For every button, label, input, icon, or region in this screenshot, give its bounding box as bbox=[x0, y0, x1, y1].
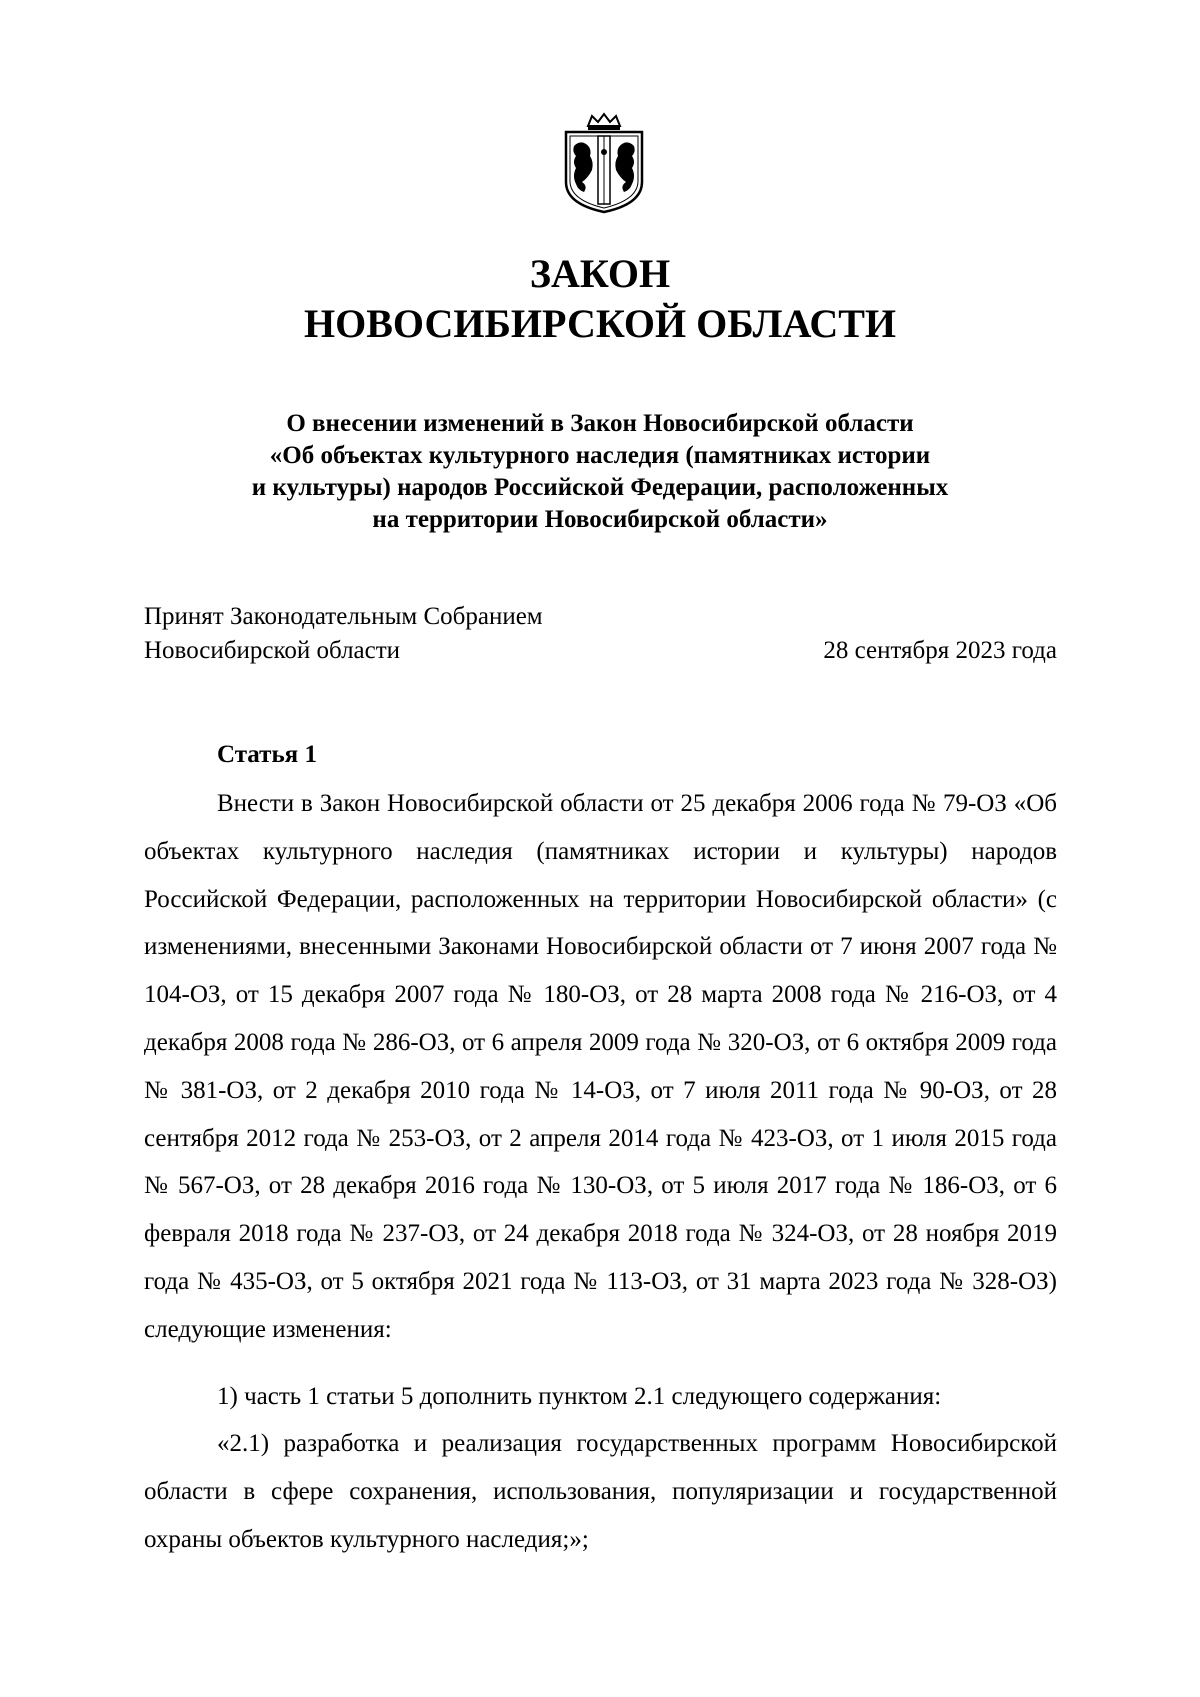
article-paragraph: Внести в Закон Новосибирской области от 25 декабря 2006 года № 79-ОЗ «Об объектах культурного наследия (памятниках истории и культуры) народов Российской Федерации, расположенных на территории Новосибирской области» (с изменениями, внесенными Законами Новосибирской области от 7 июня 2007 года № 104-ОЗ, от 15 декабря 2007 года № 180-ОЗ, от 28 марта 2008 года № 216-ОЗ, от 4 декабря 2008 года № 286-ОЗ, от 6 апреля 2009 года № 320-ОЗ, от 6 октября 2009 года № 381-ОЗ, от 2 декабря 2010 года № 14-ОЗ, от 7 июля 2011 года № 90-ОЗ, от 28 сентября 2012 года № 253-ОЗ, от 2 апреля 2014 года № 423-ОЗ, от 1 июля 2015 года № 567-ОЗ, от 28 декабря 2016 года № 130-ОЗ, от 5 июля 2017 года № 186-ОЗ, от 6 февраля 2018 года № 237-ОЗ, от 24 декабря 2018 года № 324-ОЗ, от 28 ноября 2019 года № 435-ОЗ, от 5 октября 2021 года № 113-ОЗ, от 31 марта 2023 года № 328-ОЗ) следующие изменения: bbox=[144, 790, 1057, 1343]
adoption-authority bbox=[144, 600, 543, 668]
law-subtitle bbox=[150, 408, 1050, 536]
article-paragraph: «2.1) разработка и реализация государственных программ Новосибирской области в сфере сохранения, использования, популяризации и государственной охраны объектов культурного наследия;»; bbox=[144, 1430, 1057, 1553]
adoption-line-1: Принят Законодательным Собранием bbox=[144, 603, 543, 630]
novosibirsk-coat-of-arms-icon bbox=[558, 112, 650, 216]
law-title-line-2: НОВОСИБИРСКОЙ ОБЛАСТИ bbox=[303, 301, 897, 346]
adoption-date: 28 сентября 2023 года bbox=[823, 637, 1057, 664]
subtitle-line: О внесении изменений в Закон Новосибирской области bbox=[286, 410, 914, 437]
subtitle-line: и культуры) народов Российской Федерации, расположенных bbox=[251, 474, 949, 501]
law-title-line-1: ЗАКОН bbox=[529, 251, 671, 296]
article-paragraph: 1) часть 1 статьи 5 дополнить пунктом 2.1 следующего содержания: bbox=[217, 1383, 942, 1410]
article-heading: Статья 1 bbox=[217, 741, 317, 768]
subtitle-line: «Об объектах культурного наследия (памятниках истории bbox=[269, 442, 931, 469]
adoption-line-2: Новосибирской области bbox=[144, 637, 401, 664]
subtitle-line: на территории Новосибирской области» bbox=[372, 506, 828, 533]
